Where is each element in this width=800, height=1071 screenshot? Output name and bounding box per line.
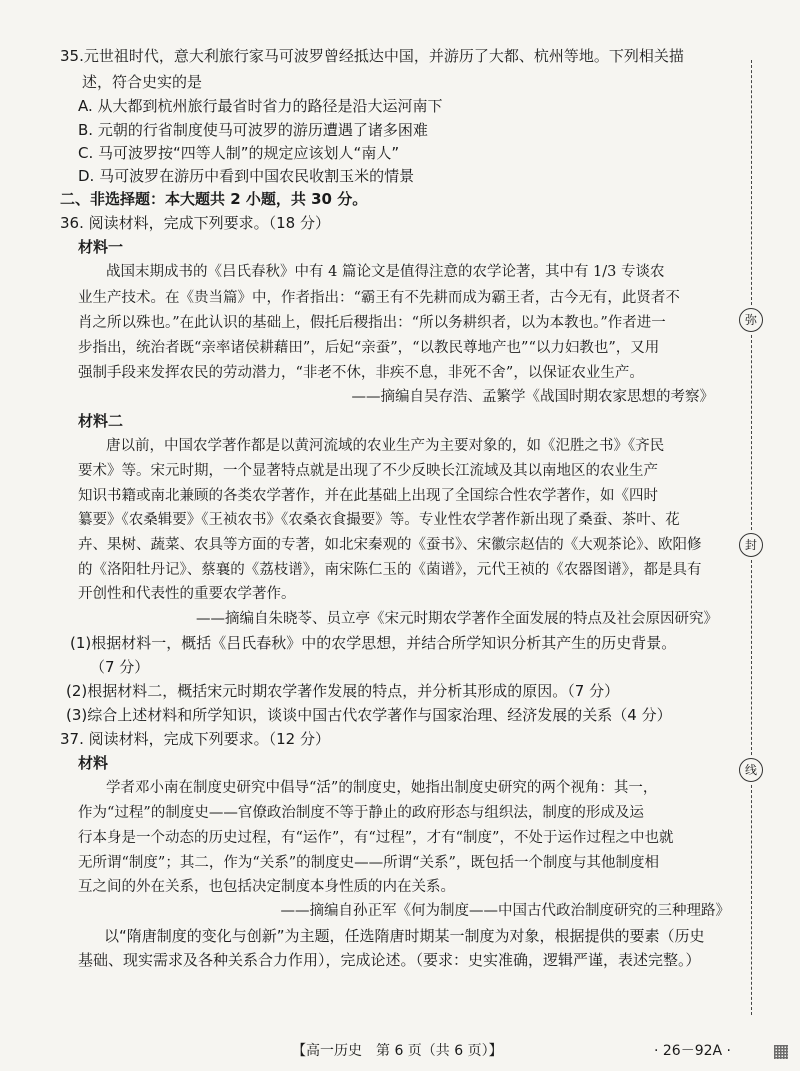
qr-code-icon (774, 1045, 788, 1059)
seal-dashed-line (751, 335, 752, 530)
q36-material2-line: 要术》等。宋元时期，一个显著特点就是出现了不少反映长江流域及其以南地区的农业生产 (78, 463, 658, 479)
q37-material-source: ——摘编自孙正军《何为制度——中国古代政治制度研究的三种理路》 (280, 903, 730, 919)
q35-option-b: B. 元朝的行省制度使马可波罗的游历遭遇了诸多困难 (78, 121, 428, 139)
q36-material2-line: 纂要》《农桑辑要》《王祯农书》《农桑衣食撮要》等。专业性农学著作新出现了桑蚕、茶叶、花 (78, 512, 680, 528)
q36-material1-line: 战国末期成书的《吕氏春秋》中有 4 篇论文是值得注意的农学论著，其中有 1/3 专谈农 (106, 264, 665, 280)
q36-material1-line: 步指出，统治者既“亲率诸侯耕藉田”，后妃“亲蚕”，“以教民尊地产也”“以力妇教也”，又用 (78, 340, 660, 356)
q36-material2-source: ——摘编自朱晓苓、员立亭《宋元时期农学著作全面发展的特点及社会原因研究》 (196, 611, 718, 627)
q36-material2-line: 知识书籍或南北兼顾的各类农学著作，并在此基础上出现了全国综合性农学著作，如《四时 (78, 488, 658, 504)
q36-requirement-3: (3)综合上述材料和所学知识，谈谈中国古代农学著作与国家治理、经济发展的关系（4 分） (66, 706, 672, 724)
q37-heading: 37. 阅读材料，完成下列要求。（12 分） (60, 730, 330, 748)
q36-requirement-1: (1)根据材料一，概括《吕氏春秋》中的农学思想，并结合所学知识分析其产生的历史背景。 (70, 634, 677, 652)
q36-material2-line: 开创性和代表性的重要农学著作。 (78, 586, 296, 602)
q36-material1-line: 强制手段来发挥农民的劳动潜力，“非老不休，非疾不息，非死不舍”，以保证农业生产。 (78, 365, 644, 381)
q36-material2-line: 唐以前，中国农学著作都是以黄河流域的农业生产为主要对象的，如《氾胜之书》《齐民 (106, 438, 665, 454)
seal-dashed-line (751, 60, 752, 305)
seal-mark-xian: 线 (739, 758, 763, 782)
q37-task-line2: 基础、现实需求及各种关系合力作用），完成论述。（要求：史实准确，逻辑严谨，表述完整。） (78, 951, 701, 969)
seal-mark-feng: 封 (739, 533, 763, 557)
seal-mark-mi: 弥 (739, 308, 763, 332)
q37-material-line: 无所谓“制度”；其二，作为“关系”的制度史——所谓“关系”，既包括一个制度与其他制度相 (78, 855, 659, 871)
page-footer: 【高一历史 第 6 页（共 6 页）】 (292, 1043, 503, 1059)
q36-requirement-1-score: （7 分） (90, 658, 150, 676)
q37-material-line: 互之间的外在关系，也包括决定制度本身性质的内在关系。 (78, 879, 455, 895)
seal-dashed-line (751, 785, 752, 1015)
q35-option-c: C. 马可波罗按“四等人制”的规定应该划人“南人” (78, 144, 400, 162)
q36-material2-line: 卉、果树、蔬菜、农具等方面的专著，如北宋秦观的《蚕书》、宋徽宗赵佶的《大观茶论》、欧阳修 (78, 537, 702, 553)
q36-heading: 36. 阅读材料，完成下列要求。（18 分） (60, 214, 330, 232)
q36-material1-line: 业生产技术。在《贵当篇》中，作者指出：“霸王有不先耕而成为霸王者，古今无有，此贤者不 (78, 290, 680, 306)
q36-material2-line: 的《洛阳牡丹记》、蔡襄的《荔枝谱》，南宋陈仁玉的《菌谱》，元代王祯的《农器图谱》，都是具有 (78, 562, 702, 578)
paper-code: · 26－92A · (654, 1043, 732, 1059)
q35-stem-line1: 35.元世祖时代，意大利旅行家马可波罗曾经抵达中国，并游历了大都、杭州等地。下列相关描 (60, 47, 684, 65)
q35-option-a: A. 从大都到杭州旅行最省时省力的路径是沿大运河南下 (78, 97, 443, 115)
seal-dashed-line (751, 560, 752, 755)
q36-requirement-2: (2)根据材料二，概括宋元时期农学著作发展的特点，并分析其形成的原因。（7 分） (66, 682, 620, 700)
q36-material1-line: 肖之所以殊也。”在此认识的基础上，假托后稷指出：“所以务耕织者，以为本教也。”作者进一 (78, 315, 666, 331)
q36-material1-title: 材料一 (78, 238, 124, 256)
q35-stem-line2: 述，符合史实的是 (82, 73, 203, 91)
q37-material-line: 行本身是一个动态的历史过程，有“运作”，有“过程”，才有“制度”，不处于运作过程之中也就 (78, 830, 674, 846)
q36-material1-source: ——摘编自吴存浩、孟繁学《战国时期农家思想的考察》 (351, 389, 714, 405)
q35-option-d: D. 马可波罗在游历中看到中国农民收割玉米的情景 (78, 167, 415, 185)
q37-material-line: 学者邓小南在制度史研究中倡导“活”的制度史，她指出制度史研究的两个视角：其一， (106, 780, 658, 796)
section-2-heading: 二、非选择题：本大题共 2 小题，共 30 分。 (60, 190, 368, 208)
q37-material-line: 作为“过程”的制度史——官僚政治制度不等于静止的政府形态与组织法，制度的形成及运 (78, 805, 644, 821)
q37-task-line1: 以“隋唐制度的变化与创新”为主题，任选隋唐时期某一制度为对象，根据提供的要素（历史 (104, 927, 705, 945)
q36-material2-title: 材料二 (78, 412, 124, 430)
q37-material-title: 材料 (78, 754, 109, 772)
